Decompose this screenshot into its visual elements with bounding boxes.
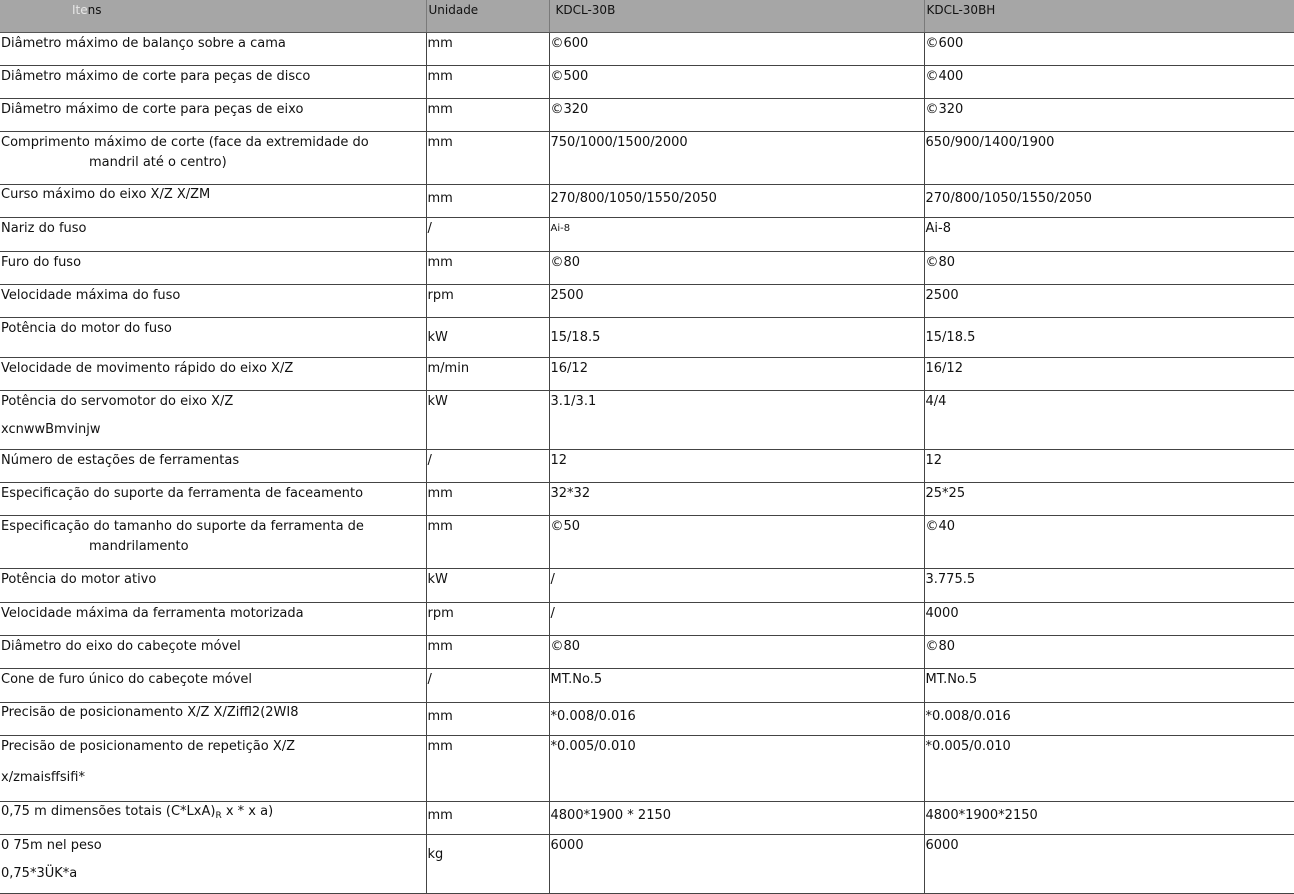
cell-model-b bbox=[924, 218, 1294, 252]
table-row bbox=[0, 450, 1294, 483]
cell-item bbox=[0, 252, 426, 285]
cell-text: 2500 bbox=[550, 288, 584, 303]
header-model-b bbox=[924, 0, 1294, 33]
cell-model-a bbox=[549, 636, 924, 669]
cell-text: mandril até o centro) bbox=[89, 155, 227, 170]
cell-text: ©80 bbox=[550, 639, 581, 654]
cell-text: MT.No.5 bbox=[550, 672, 603, 687]
cell-item bbox=[0, 358, 426, 391]
cell-text: mm bbox=[427, 36, 453, 51]
cell-text: mm bbox=[427, 69, 453, 84]
cell-text: 0,75*3ÜK*a bbox=[1, 866, 78, 881]
cell-model-a bbox=[549, 569, 924, 603]
cell-item bbox=[0, 185, 426, 218]
cell-text: mm bbox=[427, 486, 453, 501]
cell-unit bbox=[426, 483, 549, 516]
cell-text: kg bbox=[427, 847, 444, 862]
cell-model-b bbox=[924, 835, 1294, 894]
cell-text: 4800*1900*2150 bbox=[925, 808, 1038, 823]
cell-text: 16/12 bbox=[925, 361, 963, 376]
table-row bbox=[0, 736, 1294, 802]
cell-item bbox=[0, 318, 426, 358]
cell-text: Precisão de posicionamento X/Z X/Ziffl2(2WI8 bbox=[1, 705, 299, 720]
table-row bbox=[0, 252, 1294, 285]
cell-text: KDCL-30B bbox=[555, 3, 616, 17]
cell-unit bbox=[426, 603, 549, 636]
table-row bbox=[0, 358, 1294, 391]
cell-text: Ai-8 bbox=[550, 223, 571, 234]
cell-text: Curso máximo do eixo X/Z X/ZM bbox=[1, 187, 211, 202]
cell-unit bbox=[426, 569, 549, 603]
cell-text: mm bbox=[427, 739, 453, 754]
cell-text: *0.005/0.010 bbox=[925, 739, 1011, 754]
cell-text: Ai-8 bbox=[925, 221, 951, 236]
cell-text: ©500 bbox=[550, 69, 589, 84]
cell-text: / bbox=[550, 572, 555, 587]
cell-text: / bbox=[427, 453, 432, 468]
cell-model-a bbox=[549, 218, 924, 252]
cell-model-a bbox=[549, 736, 924, 802]
cell-model-a bbox=[549, 483, 924, 516]
table-row bbox=[0, 66, 1294, 99]
table-row bbox=[0, 802, 1294, 835]
cell-text: Diâmetro máximo de corte para peças de eixo bbox=[1, 102, 304, 117]
cell-text: / bbox=[550, 606, 555, 621]
cell-text: Potência do motor ativo bbox=[1, 572, 157, 587]
cell-unit bbox=[426, 736, 549, 802]
cell-text: 650/900/1400/1900 bbox=[925, 135, 1055, 150]
table-row bbox=[0, 99, 1294, 132]
cell-model-a bbox=[549, 835, 924, 894]
cell-text: mm bbox=[427, 639, 453, 654]
cell-model-b bbox=[924, 99, 1294, 132]
cell-text: ©80 bbox=[925, 255, 956, 270]
cell-text: *0.008/0.016 bbox=[550, 709, 636, 724]
cell-model-b bbox=[924, 318, 1294, 358]
cell-item bbox=[0, 450, 426, 483]
cell-model-a bbox=[549, 285, 924, 318]
cell-model-a bbox=[549, 703, 924, 736]
cell-text: Unidade bbox=[428, 3, 479, 17]
cell-text: kW bbox=[427, 572, 448, 587]
cell-text: 3.1/3.1 bbox=[550, 394, 597, 409]
cell-model-b bbox=[924, 569, 1294, 603]
cell-text: Nariz do fuso bbox=[1, 221, 87, 236]
cell-item bbox=[0, 516, 426, 569]
cell-model-b bbox=[924, 736, 1294, 802]
cell-model-b bbox=[924, 285, 1294, 318]
cell-text: xcnwwBmvinjw bbox=[1, 422, 101, 437]
cell-unit bbox=[426, 703, 549, 736]
cell-text: 6000 bbox=[550, 838, 584, 853]
cell-model-b bbox=[924, 802, 1294, 835]
table-row bbox=[0, 516, 1294, 569]
cell-text: mm bbox=[427, 191, 453, 206]
table-row bbox=[0, 569, 1294, 603]
cell-text: 12 bbox=[925, 453, 943, 468]
cell-text: Potência do servomotor do eixo X/Z bbox=[1, 394, 234, 409]
cell-text: KDCL-30BH bbox=[926, 3, 996, 17]
table-header bbox=[0, 0, 1294, 33]
cell-text: 4000 bbox=[925, 606, 959, 621]
cell-text: 15/18.5 bbox=[925, 330, 976, 345]
cell-text: R bbox=[215, 811, 222, 821]
cell-text: 270/800/1050/1550/2050 bbox=[550, 191, 717, 206]
cell-text: rpm bbox=[427, 288, 454, 303]
cell-text: *0.005/0.010 bbox=[550, 739, 636, 754]
cell-text: 4800*1900 * 2150 bbox=[550, 808, 672, 823]
cell-text: kW bbox=[427, 330, 448, 345]
cell-text: 0 75m nel peso bbox=[1, 838, 102, 853]
cell-text: m/min bbox=[427, 361, 470, 376]
cell-model-a bbox=[549, 603, 924, 636]
table-row bbox=[0, 33, 1294, 66]
cell-item bbox=[0, 391, 426, 450]
cell-model-a bbox=[549, 33, 924, 66]
cell-text: Velocidade máxima do fuso bbox=[1, 288, 181, 303]
cell-model-a bbox=[549, 358, 924, 391]
cell-text: 6000 bbox=[925, 838, 959, 853]
cell-item bbox=[0, 835, 426, 894]
table-row bbox=[0, 703, 1294, 736]
cell-unit bbox=[426, 835, 549, 894]
cell-text: Potência do motor do fuso bbox=[1, 321, 172, 336]
cell-text: MT.No.5 bbox=[925, 672, 978, 687]
table-row bbox=[0, 285, 1294, 318]
header-unit bbox=[426, 0, 549, 33]
cell-text: mandrilamento bbox=[89, 539, 189, 554]
cell-text: Diâmetro máximo de corte para peças de disco bbox=[1, 69, 311, 84]
header-row bbox=[0, 0, 1294, 33]
cell-text: 25*25 bbox=[925, 486, 966, 501]
cell-item bbox=[0, 802, 426, 835]
cell-model-b bbox=[924, 450, 1294, 483]
cell-unit bbox=[426, 66, 549, 99]
cell-text: x/zmaisffsifi* bbox=[1, 770, 85, 785]
cell-text: ©80 bbox=[550, 255, 581, 270]
cell-unit bbox=[426, 252, 549, 285]
cell-model-a bbox=[549, 669, 924, 703]
cell-item bbox=[0, 483, 426, 516]
cell-text: ©40 bbox=[925, 519, 956, 534]
cell-item bbox=[0, 132, 426, 185]
cell-model-b bbox=[924, 603, 1294, 636]
cell-model-a bbox=[549, 132, 924, 185]
cell-text: ns bbox=[87, 3, 102, 17]
cell-text: Diâmetro máximo de balanço sobre a cama bbox=[1, 36, 286, 51]
cell-text: kW bbox=[427, 394, 448, 409]
cell-model-a bbox=[549, 318, 924, 358]
cell-model-b bbox=[924, 185, 1294, 218]
cell-model-a bbox=[549, 252, 924, 285]
cell-model-a bbox=[549, 450, 924, 483]
cell-text: Especificação do tamanho do suporte da ferramenta de bbox=[1, 519, 364, 534]
cell-text: ©320 bbox=[925, 102, 964, 117]
cell-model-b bbox=[924, 66, 1294, 99]
cell-unit bbox=[426, 33, 549, 66]
cell-text: 2500 bbox=[925, 288, 959, 303]
cell-text: Furo do fuso bbox=[1, 255, 82, 270]
table-row bbox=[0, 669, 1294, 703]
table-row bbox=[0, 483, 1294, 516]
cell-text: *0.008/0.016 bbox=[925, 709, 1011, 724]
cell-text: / bbox=[427, 672, 432, 687]
cell-text: 270/800/1050/1550/2050 bbox=[925, 191, 1092, 206]
cell-unit bbox=[426, 358, 549, 391]
cell-unit bbox=[426, 99, 549, 132]
cell-text: mm bbox=[427, 102, 453, 117]
cell-model-b bbox=[924, 132, 1294, 185]
cell-unit bbox=[426, 318, 549, 358]
cell-text: Especificação do suporte da ferramenta de faceamento bbox=[1, 486, 364, 501]
cell-text: 32*32 bbox=[550, 486, 591, 501]
cell-text: ©320 bbox=[550, 102, 589, 117]
table-row bbox=[0, 218, 1294, 252]
cell-text: mm bbox=[427, 808, 453, 823]
cell-text: rpm bbox=[427, 606, 454, 621]
cell-unit bbox=[426, 185, 549, 218]
table-row bbox=[0, 132, 1294, 185]
table-body bbox=[0, 33, 1294, 894]
cell-text: 15/18.5 bbox=[550, 330, 601, 345]
cell-item bbox=[0, 66, 426, 99]
cell-text: mm bbox=[427, 135, 453, 150]
cell-text: 3.775.5 bbox=[925, 572, 976, 587]
cell-model-b bbox=[924, 252, 1294, 285]
cell-text: Precisão de posicionamento de repetição X/Z bbox=[1, 739, 296, 754]
cell-item bbox=[0, 703, 426, 736]
cell-model-b bbox=[924, 391, 1294, 450]
cell-text: ©600 bbox=[925, 36, 964, 51]
header-model-a bbox=[549, 0, 924, 33]
cell-text: 16/12 bbox=[550, 361, 588, 376]
cell-text: Velocidade máxima da ferramenta motorizada bbox=[1, 606, 304, 621]
cell-item bbox=[0, 736, 426, 802]
cell-unit bbox=[426, 669, 549, 703]
cell-text: mm bbox=[427, 709, 453, 724]
cell-model-b bbox=[924, 483, 1294, 516]
cell-model-a bbox=[549, 802, 924, 835]
cell-text: 12 bbox=[550, 453, 568, 468]
cell-text: 750/1000/1500/2000 bbox=[550, 135, 688, 150]
cell-unit bbox=[426, 636, 549, 669]
cell-model-a bbox=[549, 66, 924, 99]
cell-item bbox=[0, 33, 426, 66]
cell-text: 4/4 bbox=[925, 394, 947, 409]
cell-model-b bbox=[924, 358, 1294, 391]
cell-text: mm bbox=[427, 519, 453, 534]
cell-text: / bbox=[427, 221, 432, 236]
cell-unit bbox=[426, 802, 549, 835]
cell-text: 0,75 m dimensões totais (C*LxA) bbox=[1, 804, 216, 819]
cell-text: Número de estações de ferramentas bbox=[1, 453, 240, 468]
cell-text: ©400 bbox=[925, 69, 964, 84]
cell-item bbox=[0, 569, 426, 603]
table-row bbox=[0, 391, 1294, 450]
cell-unit bbox=[426, 132, 549, 185]
cell-text: ©50 bbox=[550, 519, 581, 534]
table-row bbox=[0, 185, 1294, 218]
cell-text: ©600 bbox=[550, 36, 589, 51]
table-row bbox=[0, 318, 1294, 358]
cell-item bbox=[0, 603, 426, 636]
cell-item bbox=[0, 636, 426, 669]
cell-unit bbox=[426, 450, 549, 483]
cell-model-b bbox=[924, 33, 1294, 66]
cell-item bbox=[0, 99, 426, 132]
cell-model-a bbox=[549, 185, 924, 218]
cell-model-b bbox=[924, 516, 1294, 569]
cell-model-b bbox=[924, 703, 1294, 736]
cell-unit bbox=[426, 285, 549, 318]
cell-text: Ite bbox=[72, 3, 88, 17]
cell-text: Comprimento máximo de corte (face da extremidade do bbox=[1, 135, 369, 150]
cell-item bbox=[0, 285, 426, 318]
cell-item bbox=[0, 218, 426, 252]
cell-text: Diâmetro do eixo do cabeçote móvel bbox=[1, 639, 241, 654]
cell-text: ©80 bbox=[925, 639, 956, 654]
cell-unit bbox=[426, 218, 549, 252]
cell-text: x * x a) bbox=[221, 804, 274, 819]
cell-model-a bbox=[549, 516, 924, 569]
cell-model-b bbox=[924, 636, 1294, 669]
table-row bbox=[0, 603, 1294, 636]
cell-model-b bbox=[924, 669, 1294, 703]
cell-unit bbox=[426, 516, 549, 569]
cell-text: mm bbox=[427, 255, 453, 270]
cell-text: Velocidade de movimento rápido do eixo X/Z bbox=[1, 361, 294, 376]
header-items bbox=[0, 0, 426, 33]
cell-model-a bbox=[549, 391, 924, 450]
table-row bbox=[0, 636, 1294, 669]
table-row bbox=[0, 835, 1294, 894]
cell-unit bbox=[426, 391, 549, 450]
cell-model-a bbox=[549, 99, 924, 132]
cell-text: Cone de furo único do cabeçote móvel bbox=[1, 672, 253, 687]
cell-item bbox=[0, 669, 426, 703]
